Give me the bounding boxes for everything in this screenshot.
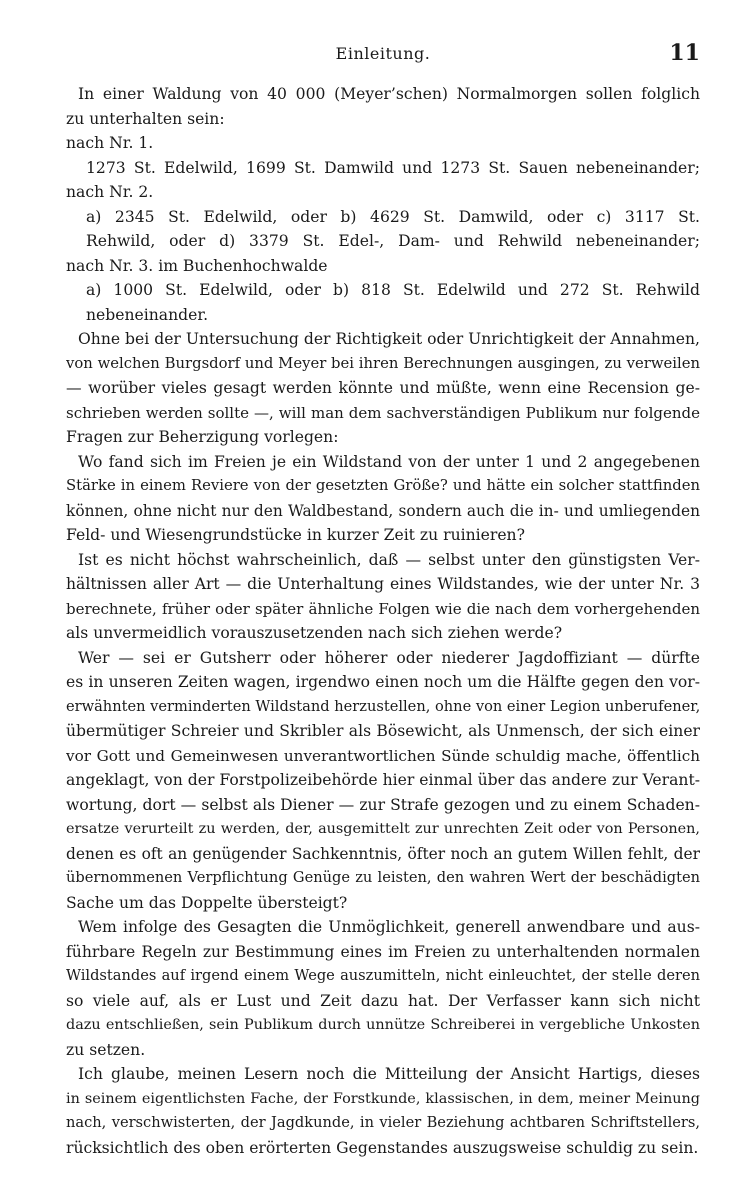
running-title: Einleitung. bbox=[335, 44, 431, 63]
text-line: es in unseren Zeiten wagen, irgendwo einen noch um die Hälfte gegen den vor- bbox=[66, 673, 700, 691]
text-line: — worüber vieles gesagt werden könnte und müßte, wenn eine Recension ge- bbox=[66, 379, 700, 397]
text-line: Rehwild, oder d) 3379 St. Edel-, Dam- und Rehwild nebeneinander; bbox=[86, 232, 700, 250]
text-line: In einer Waldung von 40 000 (Meyer’schen) Normalmorgen sollen folglich bbox=[78, 85, 700, 103]
text-line: als unvermeidlich vorauszusetzenden nach sich ziehen werde? bbox=[66, 624, 563, 642]
text-line: schrieben werden sollte —, will man dem sachverständigen Publikum nur folgende bbox=[66, 403, 700, 422]
text-line: angeklagt, von der Forstpolizeibehörde hier einmal über das andere zur Verant- bbox=[66, 771, 700, 789]
text-line: Ist es nicht höchst wahrscheinlich, daß — selbst unter den günstigsten Ver- bbox=[78, 550, 700, 569]
text-line: Wem infolge des Gesagten die Unmöglichkeit, generell anwendbare und aus- bbox=[78, 918, 700, 936]
text-line: zu unterhalten sein: bbox=[66, 109, 225, 128]
text-line: Wer — sei er Gutsherr oder höherer oder niederer Jagdoffiziant — dürfte bbox=[78, 648, 700, 667]
text-line: Wildstandes auf irgend einem Wege auszumitteln, nicht einleuchtet, der stelle deren bbox=[66, 967, 700, 984]
text-line: nach, verschwisterten, der Jagdkunde, in vieler Beziehung achtbaren Schriftstellers, bbox=[66, 1114, 700, 1131]
text-line: führbare Regeln zur Bestimmung eines im Freien zu unterhaltenden normalen bbox=[66, 942, 700, 961]
text-line: erwähnten verminderten Wildstand herzustellen, ohne von einer Legion unberufener, bbox=[66, 697, 700, 715]
text-line: hältnissen aller Art — die Unterhaltung eines Wildstandes, wie der unter Nr. 3 bbox=[66, 575, 700, 593]
text-line: Stärke in einem Reviere von der gesetzten Größe? und hätte ein solcher stattfinden bbox=[66, 477, 700, 494]
text-line: ersatze verurteilt zu werden, der, ausgemittelt zur unrechten Zeit oder von Personen, bbox=[66, 821, 700, 837]
text-line: Ohne bei der Untersuchung der Richtigkeit oder Unrichtigkeit der Annahmen, bbox=[78, 330, 700, 348]
text-line: von welchen Burgsdorf und Meyer bei ihren Berechnungen ausgingen, zu verweilen bbox=[66, 354, 700, 372]
text-line: wortung, dort — selbst als Diener — zur Strafe gezogen und zu einem Schaden- bbox=[66, 795, 700, 814]
page-number: 11 bbox=[669, 40, 700, 66]
text-line: nach Nr. 1. bbox=[66, 134, 154, 152]
text-line: nach Nr. 3. im Buchenhochwalde bbox=[66, 256, 328, 275]
text-line: nebeneinander. bbox=[86, 305, 209, 324]
text-line: übernommenen Verpflichtung Genüge zu leisten, den wahren Wert der beschädigten bbox=[66, 869, 700, 886]
text-line: Feld- und Wiesengrundstücke in kurzer Zeit zu ruinieren? bbox=[66, 526, 525, 544]
text-line: nach Nr. 2. bbox=[66, 183, 154, 201]
body-text bbox=[66, 82, 700, 1160]
text-line: 1273 St. Edelwild, 1699 St. Damwild und 1273 St. Sauen nebeneinander; bbox=[86, 158, 700, 177]
text-line: übermütiger Schreier und Skribler als Bösewicht, als Unmensch, der sich einer bbox=[66, 722, 700, 740]
text-line: Ich glaube, meinen Lesern noch die Mitteilung der Ansicht Hartigs, dieses bbox=[78, 1065, 700, 1083]
text-line: so viele auf, als er Lust und Zeit dazu hat. Der Verfasser kann sich nicht bbox=[66, 991, 700, 1010]
text-line: können, ohne nicht nur den Waldbestand, sondern auch die in- und umliegenden bbox=[66, 501, 700, 520]
text-line: a) 2345 St. Edelwild, oder b) 4629 St. Damwild, oder c) 3117 St. bbox=[86, 207, 700, 226]
text-line: in seinem eigentlichsten Fache, der Forstkunde, klassischen, in dem, meiner Meinung bbox=[66, 1090, 700, 1107]
text-line: dazu entschließen, sein Publikum durch unnütze Schreiberei in vergebliche Unkosten bbox=[66, 1017, 700, 1033]
text-line: denen es oft an genügender Sachkenntnis, öfter noch an gutem Willen fehlt, der bbox=[66, 844, 700, 863]
text-line: a) 1000 St. Edelwild, oder b) 818 St. Edelwild und 272 St. Rehwild bbox=[86, 281, 700, 299]
text-line: vor Gott und Gemeinwesen unverantwortlichen Sünde schuldig mache, öffentlich bbox=[66, 746, 700, 765]
text-line: Fragen zur Beherzigung vorlegen: bbox=[66, 428, 339, 446]
text-line: zu setzen. bbox=[66, 1040, 146, 1059]
text-line: Sache um das Doppelte übersteigt? bbox=[66, 893, 348, 912]
text-line: Wo fand sich im Freien je ein Wildstand von der unter 1 und 2 angegebenen bbox=[78, 452, 700, 471]
text-line: berechnete, früher oder später ähnliche Folgen wie die nach dem vorhergehenden bbox=[66, 599, 700, 618]
page-header bbox=[66, 40, 700, 68]
text-line: rücksichtlich des oben erörterten Gegenstandes auszugsweise schuldig zu sein. bbox=[66, 1138, 699, 1157]
